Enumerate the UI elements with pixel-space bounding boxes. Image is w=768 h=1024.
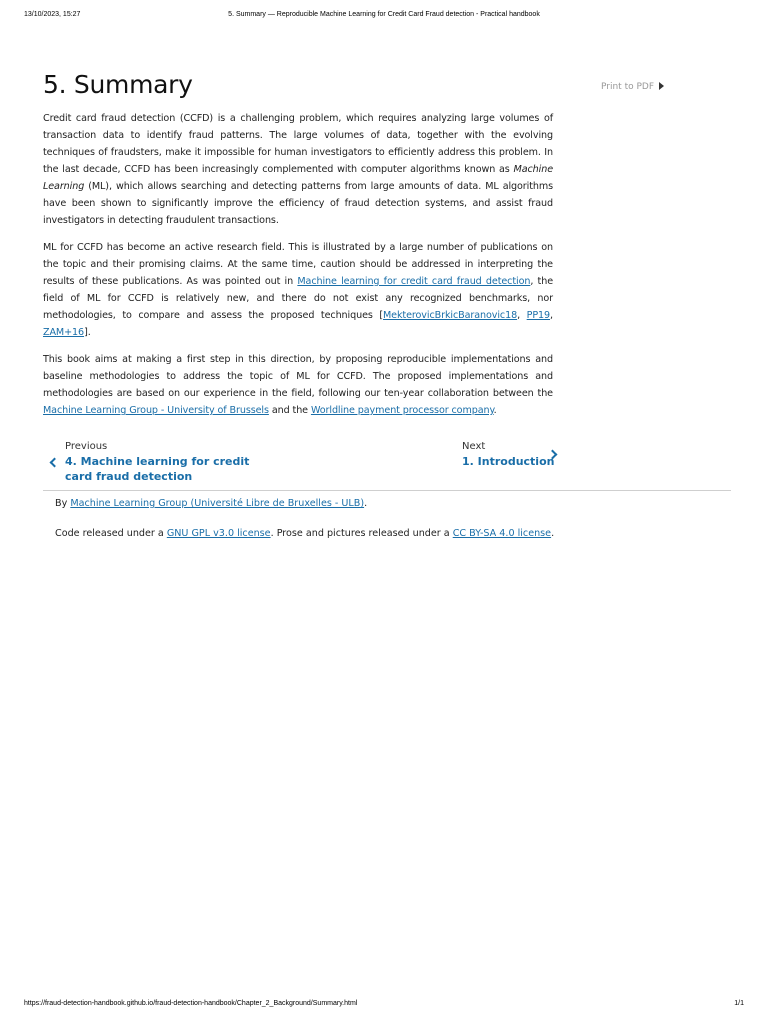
- text: Credit card fraud detection (CCFD) is a challenging problem, which requires analyzing large volumes of transaction data to identify fraud patterns. The large volumes of data, together with the evolving techniques of fraudsters, make it impossible for human investigators to efficiently address this problem. In the last decade, CCFD has been increasingly complemented with computer algorithms known as: [43, 113, 553, 175]
- text: .: [551, 528, 555, 539]
- text: ,: [517, 310, 527, 321]
- text: .: [364, 498, 368, 509]
- footer-author: [55, 498, 367, 509]
- page-title: 5. Summary: [43, 70, 193, 99]
- paragraph-research: [43, 239, 553, 341]
- print-header: [24, 11, 744, 23]
- text: and the: [268, 405, 311, 416]
- emphasis-text: Machine Learning: [43, 164, 553, 192]
- link-cc-license[interactable]: CC BY-SA 4.0 license: [452, 528, 552, 539]
- text: ].: [84, 327, 91, 338]
- link-ml-ccfd[interactable]: Machine learning for credit card fraud detection: [297, 276, 531, 287]
- main-content: [43, 70, 553, 429]
- previous-page-link[interactable]: [65, 440, 275, 484]
- link-worldline[interactable]: Worldline payment processor company: [310, 405, 494, 416]
- chevron-left-icon[interactable]: [50, 458, 60, 468]
- previous-label: Previous: [65, 441, 108, 452]
- text: (ML), which allows searching and detecting patterns from large amounts of data. ML algorithms have been shown to significantly improve the efficiency of fraud detection systems, and assist fraud investigators in detecting fraudulent transactions.: [43, 181, 553, 226]
- text: , the field of ML for CCFD is relatively new, and there do not exist any recognized benchmarks, nor methodologies, to compare and assess the proposed techniques [: [43, 276, 553, 321]
- print-url: https://fraud-detection-handbook.github.io/fraud-detection-handbook/Chapter_2_Background/Summary.html: [24, 1000, 358, 1007]
- footer-license: [55, 528, 554, 539]
- text: . Prose and pictures released under a: [270, 528, 453, 539]
- text: By: [55, 498, 71, 509]
- print-document-title: 5. Summary — Reproducible Machine Learning for Credit Card Fraud detection - Practical handbook: [228, 11, 540, 18]
- caret-right-icon: [659, 82, 664, 90]
- next-page-link[interactable]: [462, 440, 554, 469]
- link-gpl-license[interactable]: GNU GPL v3.0 license: [166, 528, 271, 539]
- link-mlg-ulb[interactable]: Machine Learning Group - University of Brussels: [43, 405, 269, 416]
- text: .: [493, 405, 497, 416]
- citation-link[interactable]: PP19: [526, 310, 551, 321]
- print-to-pdf-label: Print to PDF: [601, 82, 654, 92]
- paragraph-intro: [43, 110, 553, 229]
- paragraph-aims: [43, 351, 553, 419]
- citation-link[interactable]: ZAM+16: [43, 327, 85, 338]
- text: ,: [550, 310, 553, 321]
- citation-link[interactable]: MekterovicBrkicBaranovic18: [383, 310, 518, 321]
- link-author[interactable]: Machine Learning Group (Université Libre de Bruxelles - ULB): [70, 498, 365, 509]
- prev-next-navigation: [43, 438, 563, 488]
- print-to-pdf-button[interactable]: [601, 82, 664, 92]
- page-count: 1/1: [734, 1000, 744, 1007]
- next-title[interactable]: 1. Introduction: [462, 455, 555, 468]
- previous-title[interactable]: 4. Machine learning for credit card fraud detection: [65, 455, 250, 483]
- text: Code released under a: [55, 528, 167, 539]
- text: This book aims at making a first step in this direction, by proposing reproducible implementations and baseline methodologies to address the topic of ML for CCFD. The proposed implementations and methodologies are based on our experience in the field, following our ten-year collaboration between the: [43, 354, 553, 399]
- text: ML for CCFD has become an active research field. This is illustrated by a large number of publications on the topic and their promising claims. At the same time, caution should be addressed in interpreting the results of these publications. As was pointed out in: [43, 242, 553, 287]
- footer-divider: [43, 490, 731, 491]
- print-date: 13/10/2023, 15:27: [24, 11, 81, 18]
- print-footer: [24, 1000, 744, 1012]
- next-label: Next: [462, 441, 486, 452]
